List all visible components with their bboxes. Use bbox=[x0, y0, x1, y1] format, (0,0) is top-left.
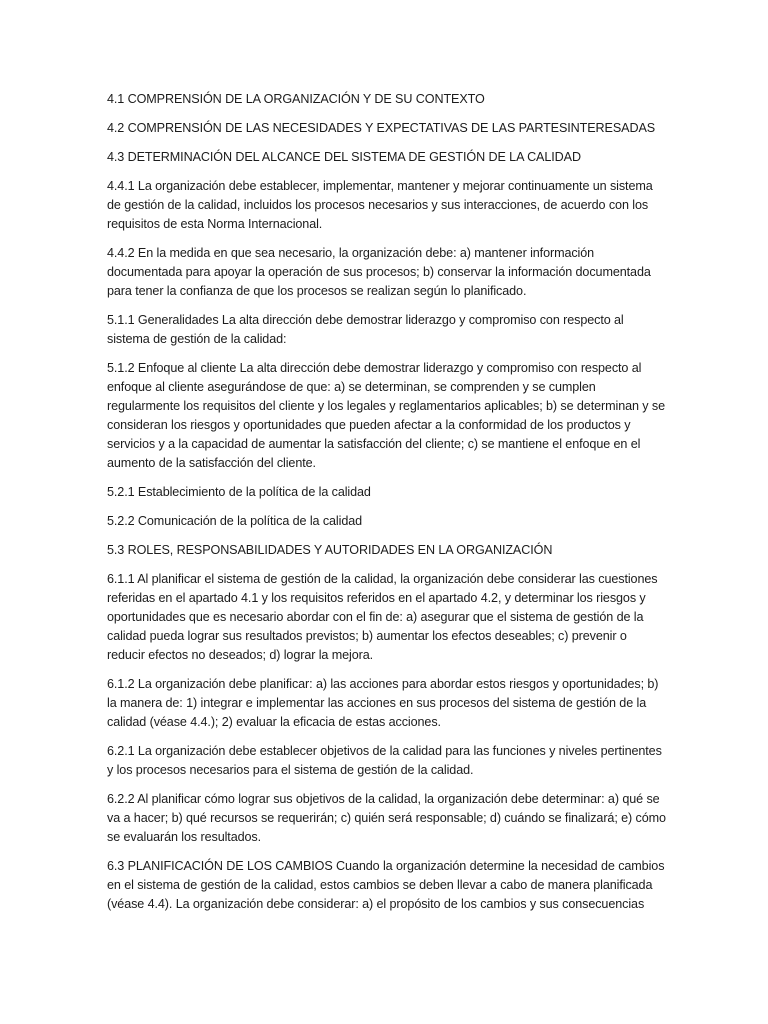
paragraph-4-4-1: 4.4.1 La organización debe establecer, implementar, mantener y mejorar continuamente un sistema de gestión de la calidad, incluidos los procesos necesarios y sus interacciones, de acuerdo con los requisitos de esta Norma Internacional. bbox=[107, 179, 653, 231]
paragraph-6-1-2: 6.1.2 La organización debe planificar: a) las acciones para abordar estos riesgos y oportunidades; b) la manera de: 1) integrar e implementar las acciones en sus procesos del sistema de gestión de la calidad (véase 4.4.); 2) evaluar la eficacia de estas acciones. bbox=[107, 677, 659, 729]
paragraph-6-2-1: 6.2.1 La organización debe establecer objetivos de la calidad para las funciones y niveles pertinentes y los procesos necesarios para el sistema de gestión de la calidad. bbox=[107, 744, 662, 777]
paragraph-4-4-2: 4.4.2 En la medida en que sea necesario, la organización debe: a) mantener información documentada para apoyar la operación de sus procesos; b) conservar la información documentada para tener la confianza de que los procesos se realizan según lo planificado. bbox=[107, 246, 651, 298]
heading-5-3: 5.3 ROLES, RESPONSABILIDADES Y AUTORIDADES EN LA ORGANIZACIÓN bbox=[107, 543, 553, 557]
paragraph-6-3: 6.3 PLANIFICACIÓN DE LOS CAMBIOS Cuando la organización determine la necesidad de cambios en el sistema de gestión de la calidad, estos cambios se deben llevar a cabo de manera planificada (véase 4.4). La organización debe considerar: a) el propósito de los cambios y sus consecuencias bbox=[107, 859, 665, 911]
heading-4-2: 4.2 COMPRENSIÓN DE LAS NECESIDADES Y EXPECTATIVAS DE LAS PARTESINTERESADAS bbox=[107, 121, 656, 135]
paragraph-5-1-1: 5.1.1 Generalidades La alta dirección debe demostrar liderazgo y compromiso con respecto al sistema de gestión de la calidad: bbox=[107, 313, 624, 346]
paragraph-5-2-1: 5.2.1 Establecimiento de la política de la calidad bbox=[107, 485, 371, 499]
document-body bbox=[107, 90, 667, 924]
paragraph-6-1-1: 6.1.1 Al planificar el sistema de gestión de la calidad, la organización debe considerar las cuestiones referidas en el apartado 4.1 y los requisitos referidos en el apartado 4.2, y determinar los riesgos y oportunidades que es necesario abordar con el fin de: a) asegurar que el sistema de gestión de la calidad pueda lograr sus resultados previstos; b) aumentar los efectos deseables; c) prevenir o reducir efectos no deseados; d) lograr la mejora. bbox=[107, 572, 658, 662]
heading-4-1: 4.1 COMPRENSIÓN DE LA ORGANIZACIÓN Y DE SU CONTEXTO bbox=[107, 92, 485, 106]
paragraph-5-1-2: 5.1.2 Enfoque al cliente La alta dirección debe demostrar liderazgo y compromiso con respecto al enfoque al cliente asegurándose de que: a) se determinan, se comprenden y se cumplen regularmente los requisitos del cliente y los legales y reglamentarios aplicables; b) se determinan y se consideran los riesgos y oportunidades que pueden afectar a la conformidad de los productos y servicios y a la capacidad de aumentar la satisfacción del cliente; c) se mantiene el enfoque en el aumento de la satisfacción del cliente. bbox=[107, 361, 666, 470]
paragraph-5-2-2: 5.2.2 Comunicación de la política de la calidad bbox=[107, 514, 363, 528]
paragraph-6-2-2: 6.2.2 Al planificar cómo lograr sus objetivos de la calidad, la organización debe determinar: a) qué se va a hacer; b) qué recursos se requerirán; c) quién será responsable; d) cuándo se finalizará; e) cómo se evaluarán los resultados. bbox=[107, 792, 666, 844]
heading-4-3: 4.3 DETERMINACIÓN DEL ALCANCE DEL SISTEMA DE GESTIÓN DE LA CALIDAD bbox=[107, 150, 581, 164]
